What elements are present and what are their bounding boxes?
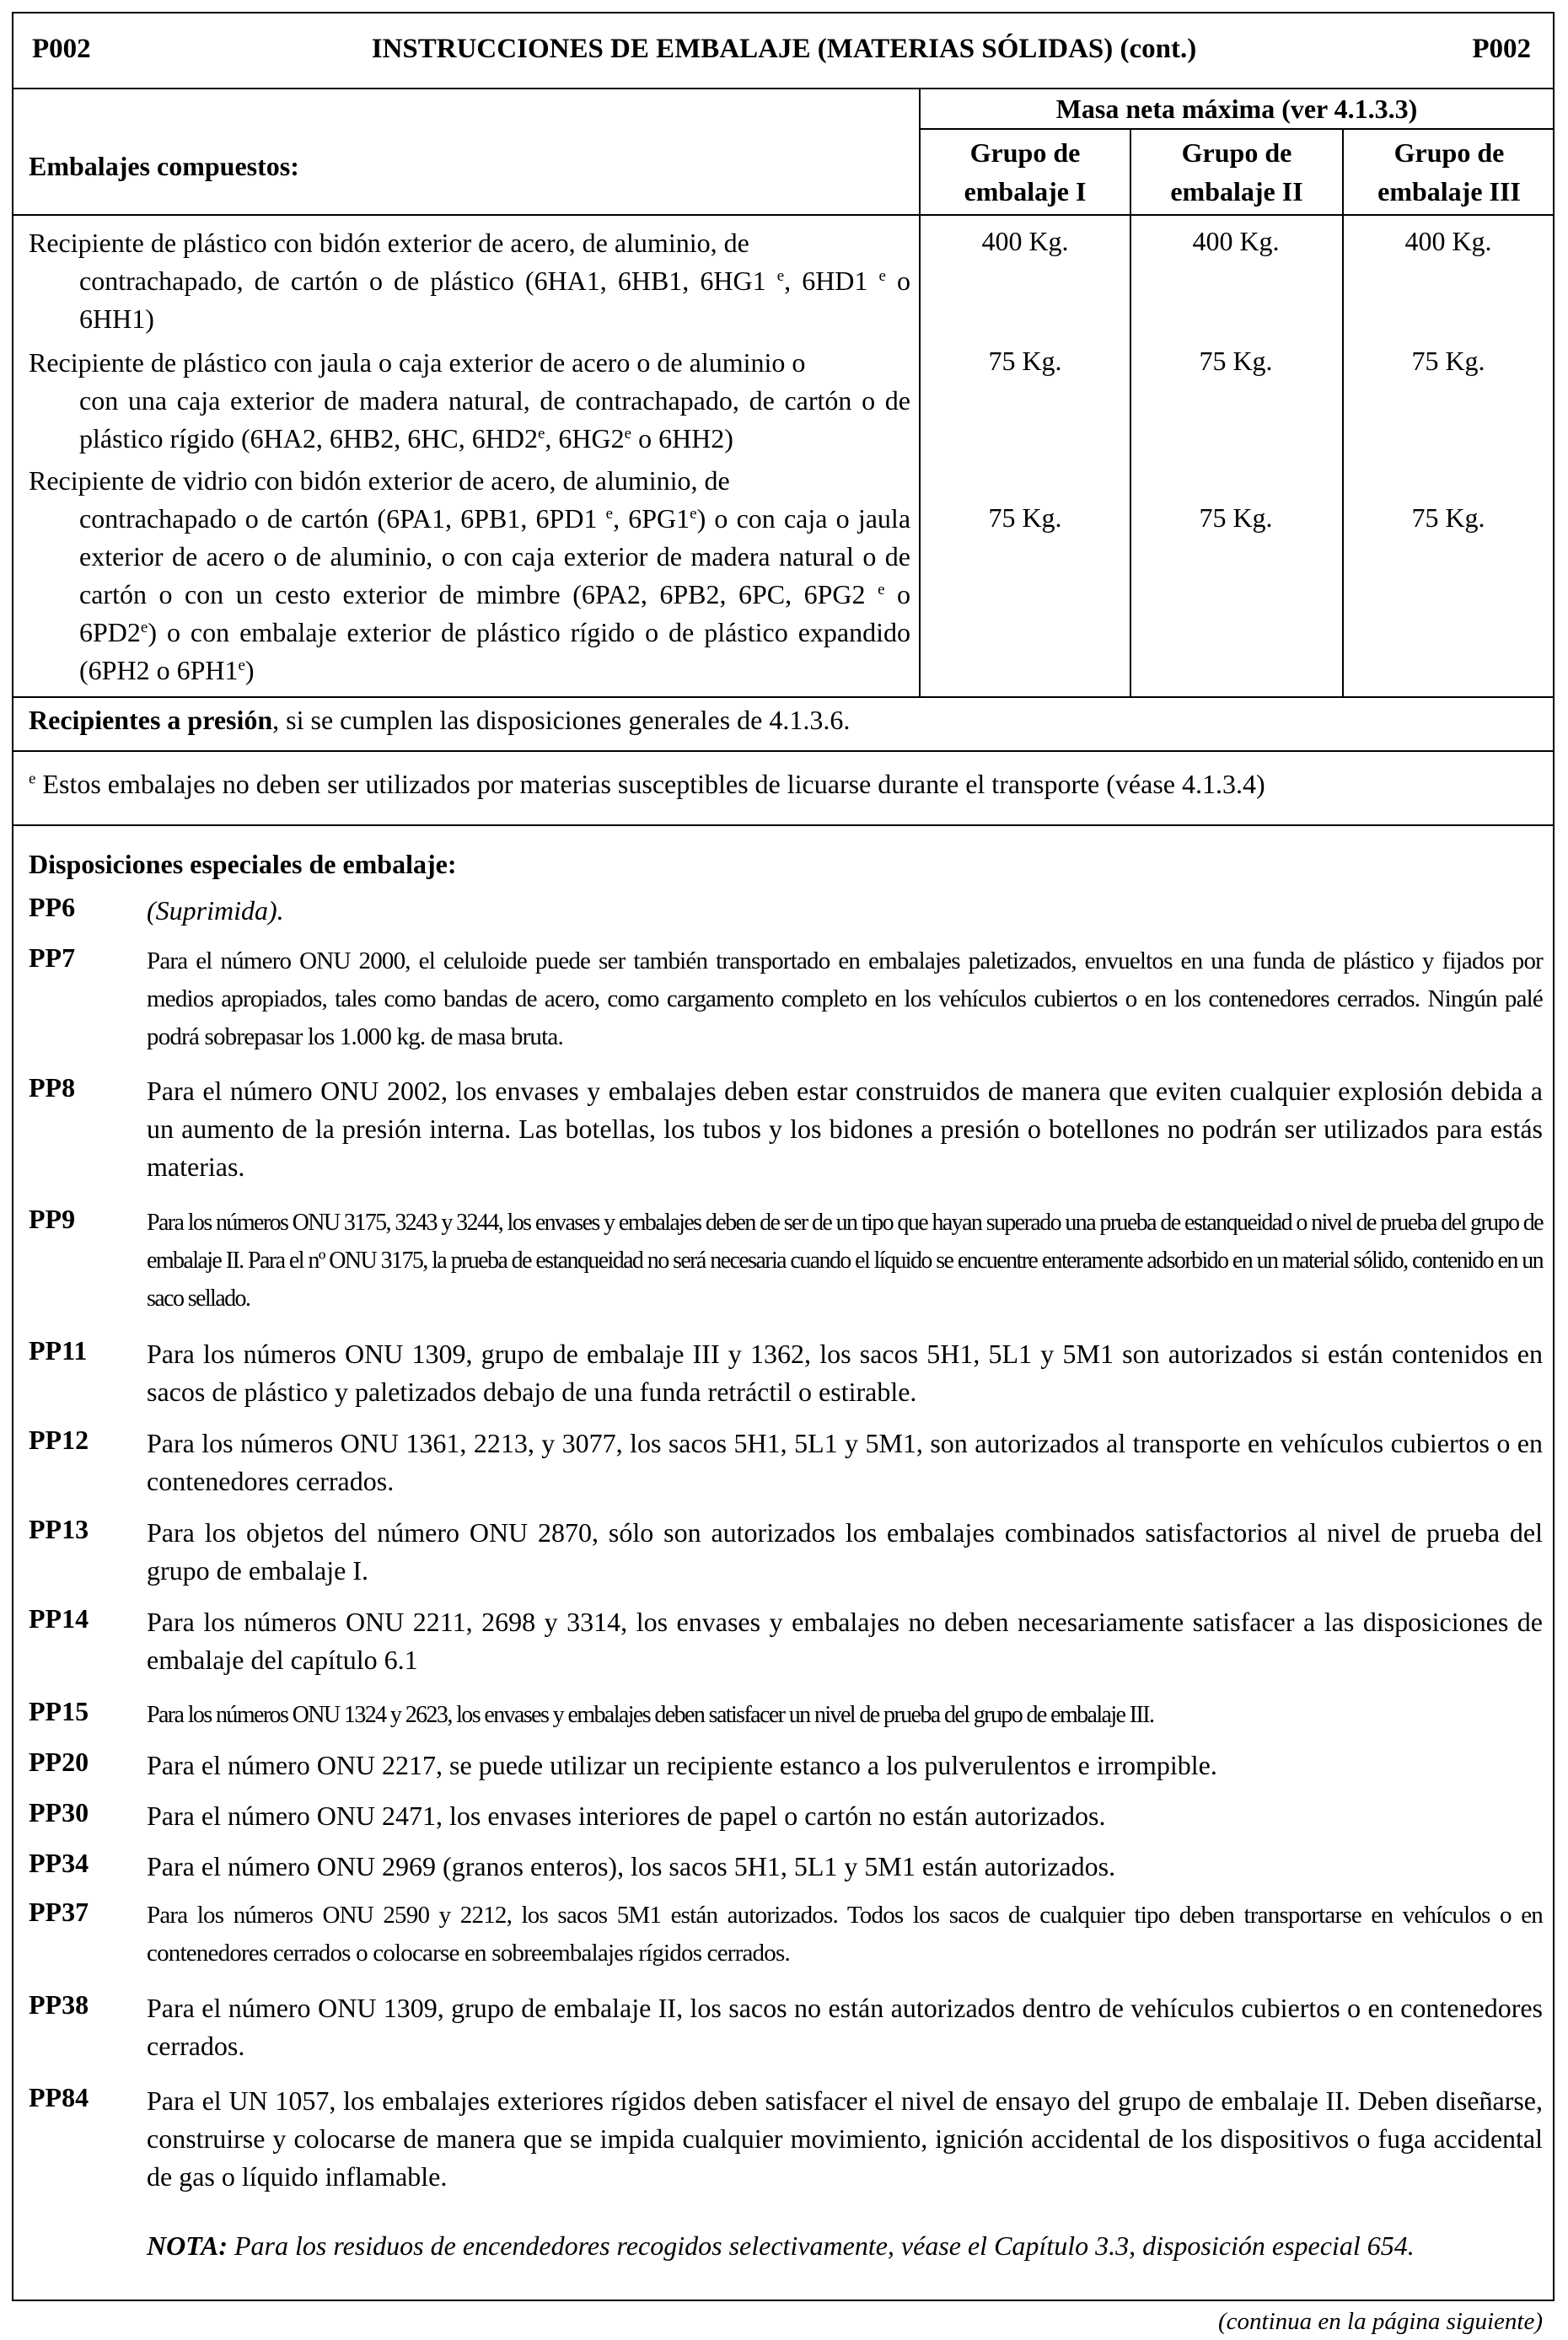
group-header-3: [1344, 133, 1555, 211]
row-text-rest: contrachapado o de cartón (6PA1, 6PB1, 6PD1 $^e$, 6PG1e) o con caja o jaula exterior de acero o de aluminio, o con caja exterior de madera natural o de cartón o con un cesto exterior de mimbre (6PA2, 6PB2, 6PC, 6PG2 $^e$ o 6PD2e) o con embalaje exterior de plástico rígido o de plástico expandido (6PH2 o 6PH1e): [79, 503, 911, 685]
row-3-value-g2: 75 Kg.: [1199, 502, 1273, 533]
footnote-divider: [12, 824, 1555, 826]
pp-text: Para el número ONU 1309, grupo de embalaje II, los sacos no están autorizados dentro de vehículos cubiertos o en contenedores cerrados.: [147, 1993, 1543, 2061]
nota-label: NOTA:: [147, 2230, 228, 2261]
page-title: INSTRUCCIONES DE EMBALAJE (MATERIAS SÓLIDAS) (cont.): [371, 34, 1197, 64]
footnote-text: Estos embalajes no deben ser utilizados por materias susceptibles de licuarse durante el transporte (véase 4.1.3.4): [35, 769, 1265, 799]
pp-code: PP11: [29, 1335, 88, 1366]
pp-text: (Suprimida).: [147, 895, 284, 926]
masa-neta-header: Masa neta máxima (ver 4.1.3.3): [1055, 94, 1418, 124]
instruction-code-right: P002: [1472, 34, 1531, 64]
pp-code: PP15: [29, 1696, 89, 1726]
pp-text: Para los números ONU 2211, 2698 y 3314, los envases y embalajes no deben necesariamente satisfacer a las disposiciones de embalaje del capítulo 6.1: [147, 1607, 1543, 1675]
pp-text: Para el número ONU 2002, los envases y embalajes deben estar construidos de manera que eviten cualquier explosión debida a un aumento de la presión interna. Las botellas, los tubos y los bidones a presión o botellones no podrán ser utilizados para estás materias.: [147, 1076, 1543, 1182]
pp-code: PP13: [29, 1514, 89, 1544]
group-header-line: Grupo de: [969, 137, 1081, 168]
pp-code: PP20: [29, 1747, 89, 1777]
pp-code: PP8: [29, 1072, 76, 1103]
pp-code: PP7: [29, 942, 76, 973]
presion-text: , si se cumplen las disposiciones generales de 4.1.3.6.: [272, 705, 851, 735]
pp-text: Para el número ONU 2217, se puede utilizar un recipiente estanco a los pulverulentos e irrompible.: [147, 1750, 1217, 1780]
pp-text: Para los números ONU 2590 y 2212, los sacos 5M1 están autorizados. Todos los sacos de cualquier tipo deben transportarse en vehículos o en contenedores cerrados o colocarse en sobreembalajes rígidos cerrados.: [147, 1902, 1543, 1967]
pp-code: PP14: [29, 1603, 89, 1634]
instruction-code-left: P002: [32, 34, 91, 64]
title-divider: [12, 88, 1555, 89]
embalaje-row-2: [29, 344, 910, 458]
row-2-value-g3: 75 Kg.: [1411, 346, 1485, 376]
masa-divider: [919, 128, 1555, 130]
group-header-line: Grupo de: [1393, 137, 1505, 168]
row-1-value-g2: 400 Kg.: [1192, 226, 1280, 256]
pp-text: Para el número ONU 2000, el celuloide puede ser también transportado en embalajes paletizados, envueltos en una funda de plástico y fijados por medios apropiados, tales como bandas de acero, como cargamento completo en los vehículos cubiertos o en los contenedores cerrados. Ningún palé podrá sobrepasar los 1.000 kg. de masa bruta.: [147, 947, 1543, 1050]
pp-code: PP9: [29, 1204, 76, 1234]
embalaje-row-3: [29, 462, 910, 690]
group-header-line: embalaje III: [1377, 176, 1521, 207]
pp-text: Para el UN 1057, los embalajes exteriores rígidos deben satisfacer el nivel de ensayo del grupo de embalaje II. Deben diseñarse, construirse y colocarse de manera que se impida cualquier movimiento, ignición accidental de los dispositivos o fuga accidental de gas o líquido inflamable.: [147, 2085, 1543, 2192]
pp-text: Para el número ONU 2471, los envases interiores de papel o cartón no están autorizados.: [147, 1801, 1106, 1831]
footnote-e: [29, 769, 1265, 800]
pp-code: PP12: [29, 1425, 89, 1455]
pp-code: PP34: [29, 1848, 89, 1878]
section-title-embalajes: Embalajes compuestos:: [29, 151, 299, 181]
group-header-line: embalaje I: [964, 176, 1087, 207]
embalaje-row-1: [29, 224, 910, 338]
nota-paragraph: [147, 2227, 1543, 2265]
row-2-value-g2: 75 Kg.: [1199, 346, 1273, 376]
group-header-line: Grupo de: [1181, 137, 1292, 168]
row-text-first: Recipiente de plástico con jaula o caja exterior de acero o de aluminio o: [29, 347, 806, 378]
group-header-1: [921, 133, 1130, 211]
presion-label: Recipientes a presión: [29, 705, 273, 735]
header-row-divider: [12, 214, 1555, 216]
col-divider-3: [1342, 128, 1344, 696]
pp-code: PP84: [29, 2082, 89, 2112]
nota-text: Para los residuos de encendedores recogidos selectivamente, véase el Capítulo 3.3, disposición especial 654.: [228, 2230, 1415, 2261]
disposiciones-title: Disposiciones especiales de embalaje:: [29, 849, 457, 879]
continued-note: (continua en la página siguiente): [1218, 2308, 1543, 2335]
row-text-rest: con una caja exterior de madera natural, de contrachapado, de cartón o de plástico rígido (6HA2, 6HB2, 6HC, 6HD2e, 6HG2e o 6HH2): [79, 385, 910, 454]
pp-text: Para los números ONU 1309, grupo de embalaje III y 1362, los sacos 5H1, 5L1 y 5M1 son autorizados si están contenidos en sacos de plástico y paletizados debajo de una funda retráctil o estirable.: [147, 1339, 1543, 1407]
col-divider-2: [1130, 128, 1131, 696]
pp-text: Para los números ONU 3175, 3243 y 3244, los envases y embalajes deben de ser de un tipo que hayan superado una prueba de estanqueidad o nivel de prueba del grupo de embalaje II. Para el nº ONU 3175, la prueba de estanqueidad no será necesaria cuando el líquido se encuentre enteramente adsorbido en un material sólido, contenido en un saco sellado.: [147, 1210, 1543, 1312]
pp-code: PP38: [29, 1989, 89, 2020]
pp-text: Para los objetos del número ONU 2870, sólo son autorizados los embalajes combinados satisfactorios al nivel de prueba del grupo de embalaje I.: [147, 1517, 1543, 1586]
presion-divider: [12, 750, 1555, 752]
row-1-value-g1: 400 Kg.: [981, 226, 1069, 256]
row-1-value-g3: 400 Kg.: [1404, 226, 1492, 256]
pp-code: PP37: [29, 1897, 89, 1927]
row-text-first: Recipiente de plástico con bidón exterior de acero, de aluminio, de: [29, 228, 749, 258]
pp-code: PP6: [29, 892, 76, 922]
footnote-mark: e: [29, 770, 36, 788]
table-body-divider: [12, 696, 1555, 698]
row-3-value-g3: 75 Kg.: [1411, 502, 1485, 533]
group-header-line: embalaje II: [1170, 176, 1303, 207]
row-text-rest: contrachapado, de cartón o de plástico (6HA1, 6HB1, 6HG1 $^e$, 6HD1 $^e$ o 6HH1): [79, 266, 911, 334]
row-3-value-g1: 75 Kg.: [988, 502, 1062, 533]
row-2-value-g1: 75 Kg.: [988, 346, 1062, 376]
recipientes-presion-line: [29, 705, 850, 736]
pp-text: Para los números ONU 1361, 2213, y 3077, los sacos 5H1, 5L1 y 5M1, son autorizados al transporte en vehículos cubiertos o en contenedores cerrados.: [147, 1428, 1543, 1496]
pp-code: PP30: [29, 1797, 89, 1827]
group-header-2: [1131, 133, 1342, 211]
row-text-first: Recipiente de vidrio con bidón exterior de acero, de aluminio, de: [29, 465, 730, 496]
pp-text: Para los números ONU 1324 y 2623, los envases y embalajes deben satisfacer un nivel de prueba del grupo de embalaje III.: [147, 1702, 1154, 1728]
pp-text: Para el número ONU 2969 (granos enteros), los sacos 5H1, 5L1 y 5M1 están autorizados.: [147, 1851, 1116, 1881]
